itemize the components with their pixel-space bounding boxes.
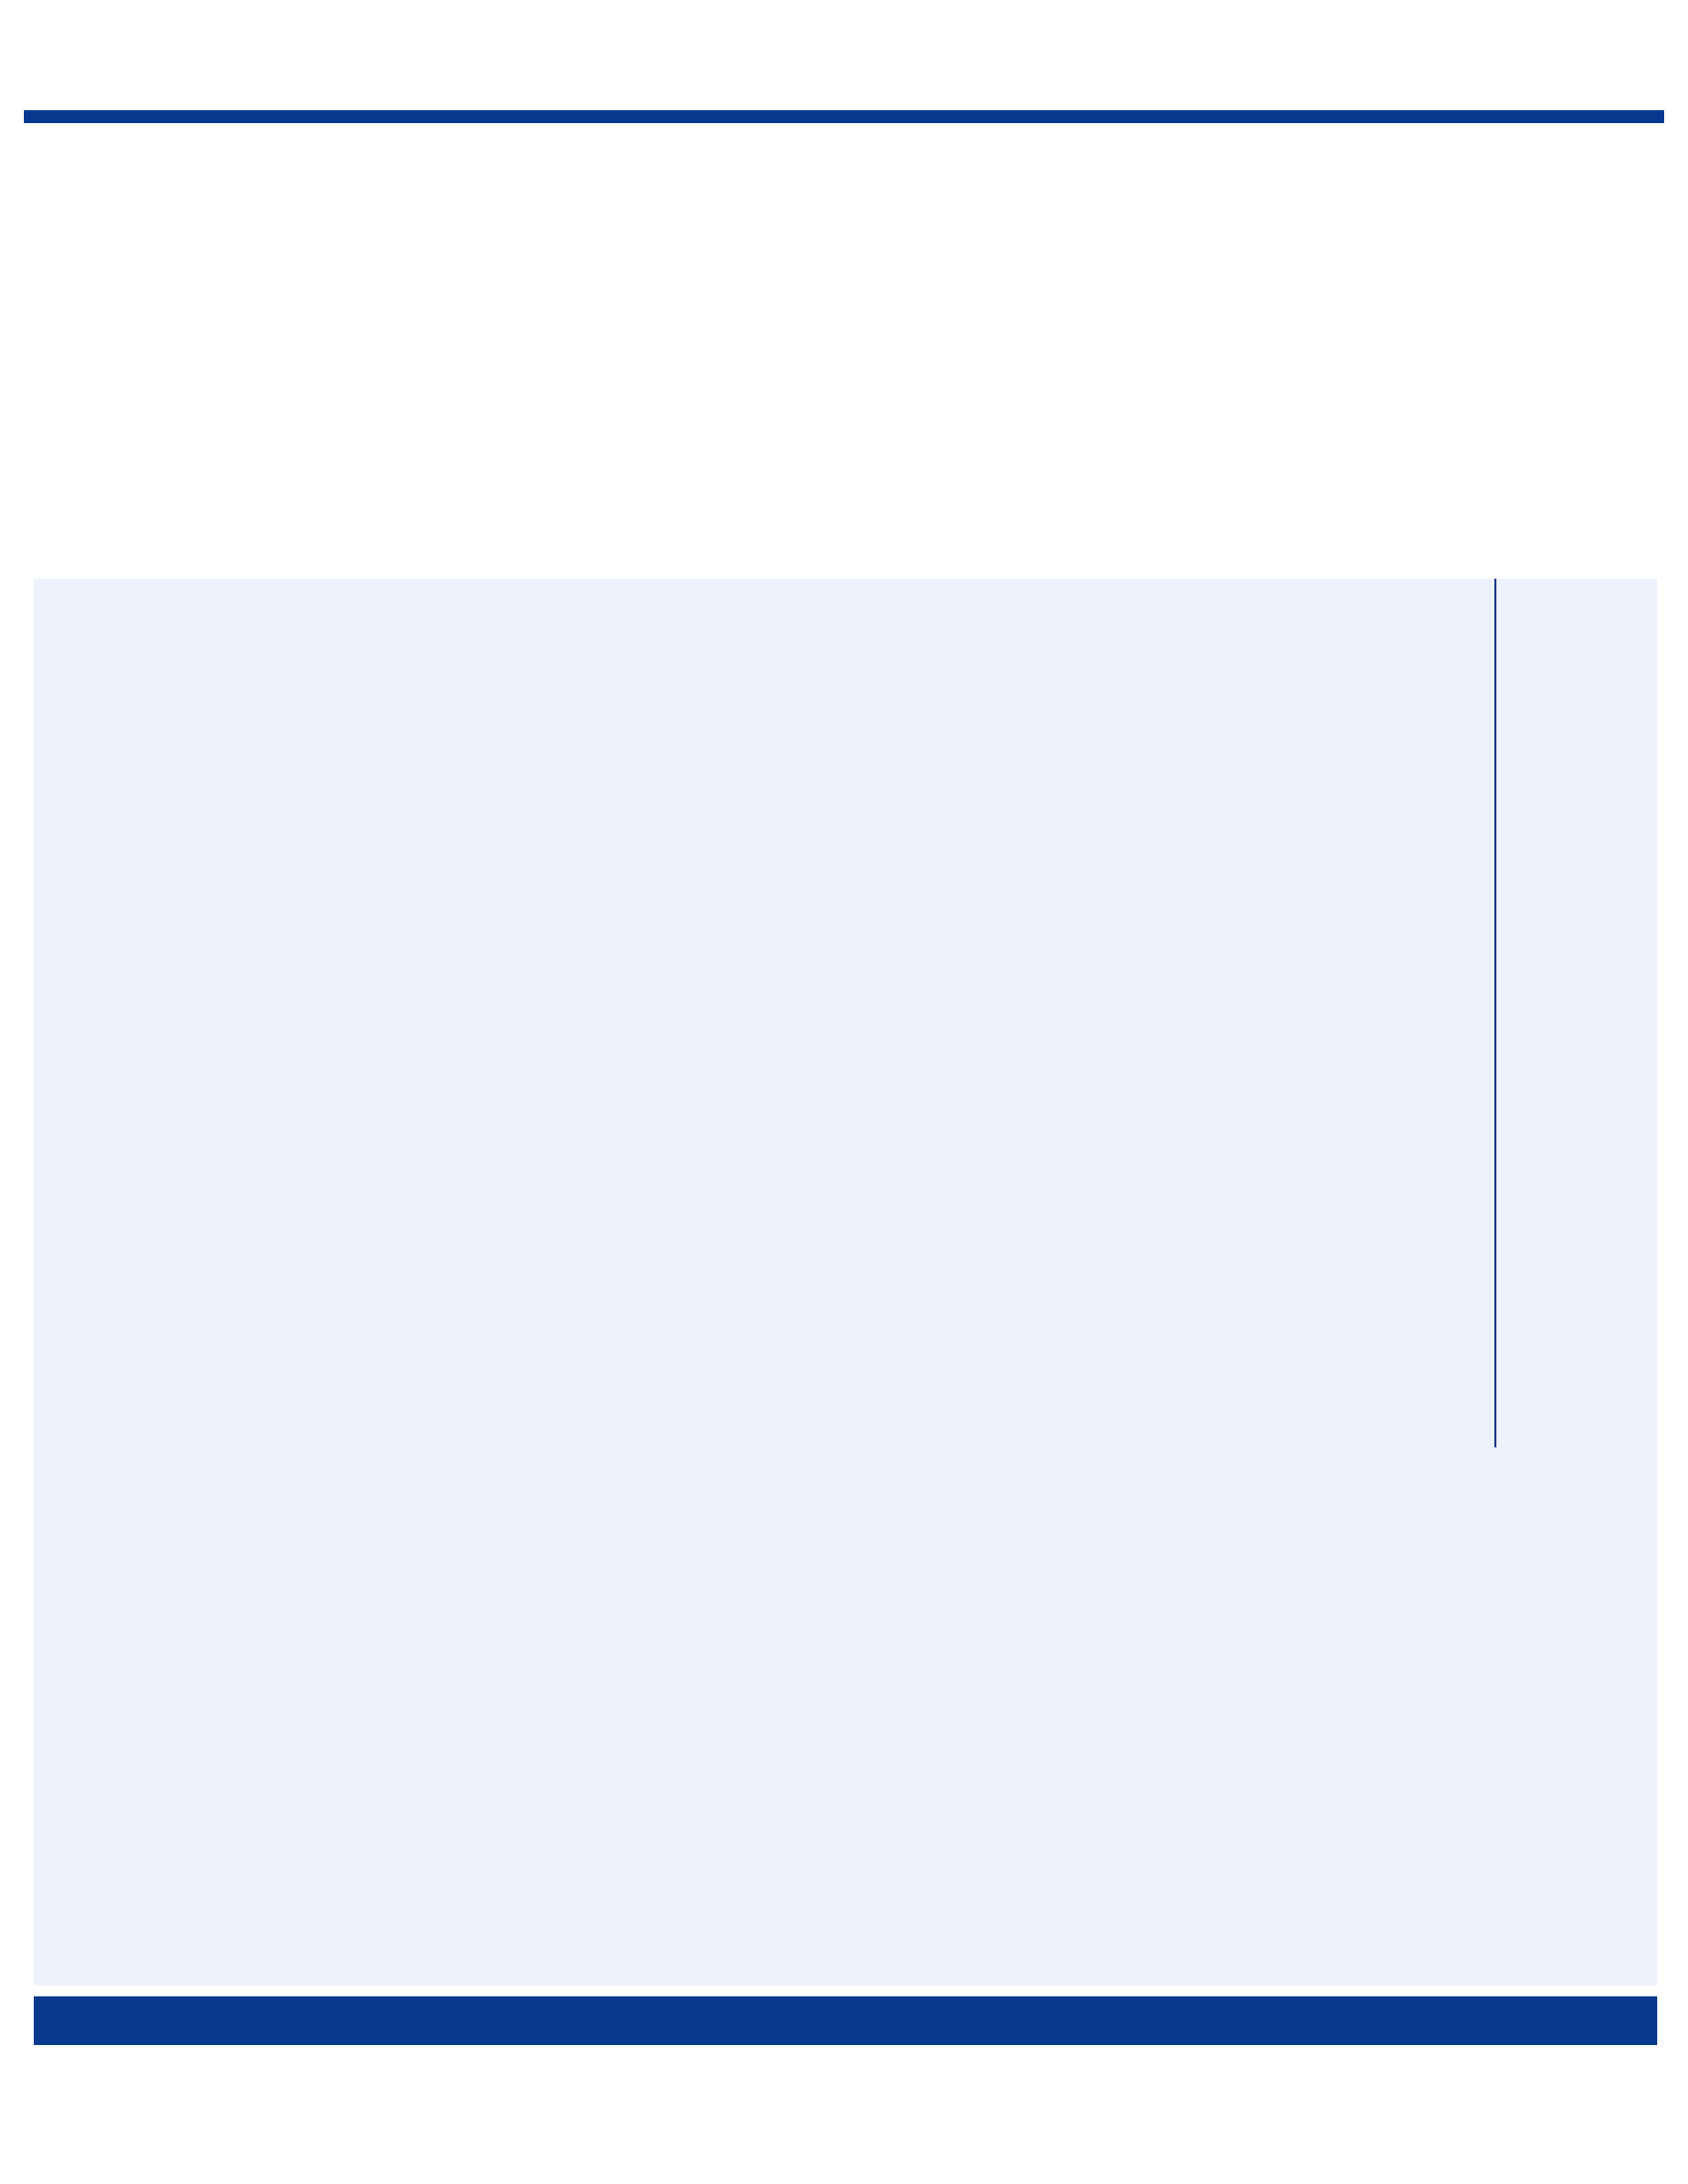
recommend-column-divider [1494,579,1496,1447]
footer-banner [34,1996,1657,2045]
voting-panel [34,579,1657,1985]
header-rule [24,110,1664,123]
